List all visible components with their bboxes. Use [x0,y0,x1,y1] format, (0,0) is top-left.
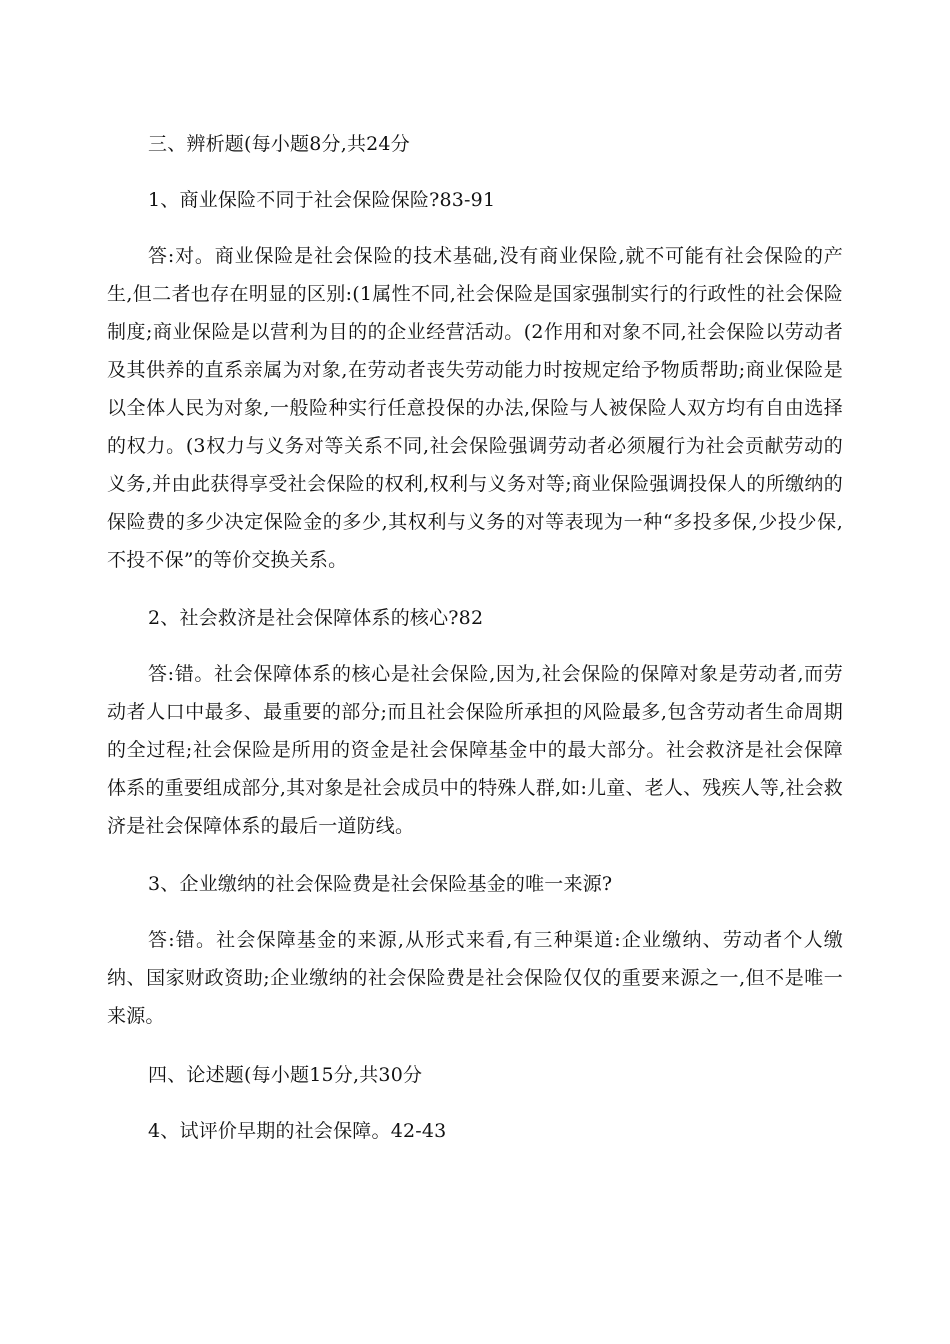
question-4-title: 4、试评价早期的社会保障。42-43 [148,1120,447,1142]
question-2-title: 2、社会救济是社会保障体系的核心?82 [148,607,484,629]
section-4-heading: 四、论述题(每小题15分,共30分 [148,1064,423,1086]
question-3-answer: 答:错。社会保障基金的来源,从形式来看,有三种渠道:企业缴纳、劳动者个人缴纳、国家财政资助;企业缴纳的社会保险费是社会保险仅仅的重要来源之一,但不是唯一来源。 [107,929,843,1027]
question-3-title: 3、企业缴纳的社会保险费是社会保险基金的唯一来源? [148,873,613,895]
question-1-title: 1、商业保险不同于社会保险保险?83-91 [148,189,496,211]
section-3-heading: 三、辨析题(每小题8分,共24分 [148,133,410,155]
question-1-answer: 答:对。商业保险是社会保险的技术基础,没有商业保险,就不可能有社会保险的产生,但二者也存在明显的区别:(1属性不同,社会保险是国家强制实行的行政性的社会保险制度;商业保险是以营利为目的的企业经营活动。(2作用和对象不同,社会保险以劳动者及其供养的直系亲属为对象,在劳动者丧失劳动能力时按规定给予物质帮助;商业保险是以全体人民为对象,一般险种实行任意投保的办法,保险与人被保险人双方均有自由选择的权力。(3权力与义务对等关系不同,社会保险强调劳动者必须履行为社会贡献劳动的义务,并由此获得享受社会保险的权利,权利与义务对等;商业保险强调投保人的所缴纳的保险费的多少决定保险金的多少,其权利与义务的对等表现为一种“多投多保,少投少保,不投不保”的等价交换关系。 [107,245,843,571]
question-2-answer: 答:错。社会保障体系的核心是社会保险,因为,社会保险的保障对象是劳动者,而劳动者人口中最多、最重要的部分;而且社会保险所承担的风险最多,包含劳动者生命周期的全过程;社会保险是所用的资金是社会保障基金中的最大部分。社会救济是社会保障体系的重要组成部分,其对象是社会成员中的特殊人群,如:儿童、老人、残疾人等,社会救济是社会保障体系的最后一道防线。 [107,663,843,837]
